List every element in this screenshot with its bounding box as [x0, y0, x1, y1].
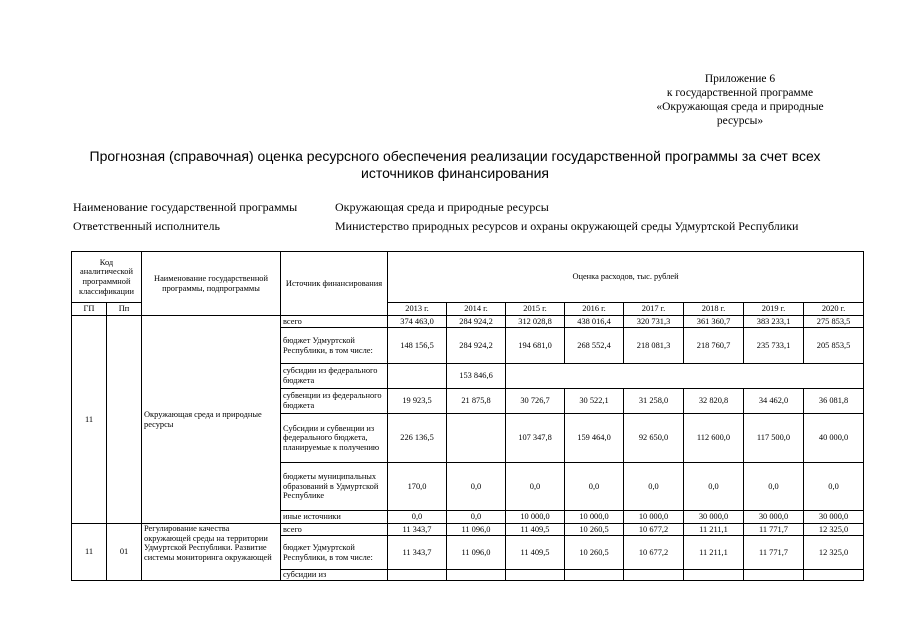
- value-cell: 0,0: [388, 511, 447, 524]
- value-cell: 12 325,0: [804, 536, 864, 570]
- year-header: 2015 г.: [506, 303, 565, 316]
- value-cell: 11 096,0: [447, 524, 506, 536]
- value-cell: 11 096,0: [447, 536, 506, 570]
- value-cell: 194 681,0: [506, 328, 565, 364]
- value-cell: 268 552,4: [565, 328, 624, 364]
- value-cell: 11 409,5: [506, 536, 565, 570]
- year-header: 2014 г.: [447, 303, 506, 316]
- value-cell: 226 136,5: [388, 414, 447, 463]
- pp-header: Пп: [107, 303, 142, 316]
- value-cell: 218 081,3: [624, 328, 684, 364]
- source-cell: субсидии из: [281, 570, 388, 581]
- value-cell: [804, 570, 864, 581]
- value-cell: 32 820,8: [684, 389, 744, 414]
- value-cell: 312 028,8: [506, 316, 565, 328]
- pp-code: 01: [107, 524, 142, 581]
- value-cell: [388, 364, 447, 389]
- value-cell: 11 771,7: [744, 524, 804, 536]
- value-cell: 153 846,6: [447, 364, 506, 389]
- source-cell: Субсидии и субвенции из федерального бюджета, планируемые к получению: [281, 414, 388, 463]
- value-cell: 10 260,5: [565, 536, 624, 570]
- value-cell: 11 409,5: [506, 524, 565, 536]
- value-cell: 10 677,2: [624, 536, 684, 570]
- value-cell: 92 650,0: [624, 414, 684, 463]
- value-cell: 10 000,0: [624, 511, 684, 524]
- gp-code: 11: [72, 524, 107, 581]
- value-cell: 21 875,8: [447, 389, 506, 414]
- year-header: 2020 г.: [804, 303, 864, 316]
- resource-table: [71, 251, 864, 581]
- value-cell: 0,0: [624, 463, 684, 511]
- source-cell: субвенции из федерального бюджета: [281, 389, 388, 414]
- value-cell: 31 258,0: [624, 389, 684, 414]
- value-cell: 0,0: [565, 463, 624, 511]
- title-line-2: источников финансирования: [361, 165, 549, 181]
- value-cell: [684, 570, 744, 581]
- source-cell: всего: [281, 316, 388, 328]
- title-line-1: Прогнозная (справочная) оценка ресурсного обеспечения реализации государственной программы за счет всех: [89, 148, 821, 164]
- value-cell: 374 463,0: [388, 316, 447, 328]
- appendix-line-1: Приложение 6: [704, 73, 776, 85]
- value-cell: 30 726,7: [506, 389, 565, 414]
- appendix-line-2: к государственной программе: [666, 87, 814, 99]
- appendix-line-3: «Окружающая среда и природные: [656, 101, 824, 113]
- pp-code: [107, 316, 142, 524]
- value-cell: 170,0: [388, 463, 447, 511]
- source-cell: бюджет Удмуртской Республики, в том числе:: [281, 536, 388, 570]
- value-cell: [565, 570, 624, 581]
- value-cell: 0,0: [506, 463, 565, 511]
- value-cell: 284 924,2: [447, 328, 506, 364]
- table-row: [72, 316, 864, 328]
- value-cell: 218 760,7: [684, 328, 744, 364]
- subprogram-name-cell: Регулирование качества окружающей среды на территории Удмуртской Республики. Развитие системы мониторинга окружающей: [142, 524, 281, 581]
- value-cell: 11 343,7: [388, 536, 447, 570]
- value-cell: [447, 414, 506, 463]
- gp-code: 11: [72, 316, 107, 524]
- value-cell: 11 211,1: [684, 536, 744, 570]
- value-cell: [447, 570, 506, 581]
- value-cell: [506, 570, 565, 581]
- value-cell: 205 853,5: [804, 328, 864, 364]
- value-cell: 383 233,1: [744, 316, 804, 328]
- value-cell: 275 853,5: [804, 316, 864, 328]
- value-cell-empty: [506, 364, 864, 389]
- value-cell: 159 464,0: [565, 414, 624, 463]
- source-cell: субсидии из федерального бюджета: [281, 364, 388, 389]
- appendix-note: [625, 72, 855, 128]
- value-cell: 36 081,8: [804, 389, 864, 414]
- value-cell: 438 016,4: [565, 316, 624, 328]
- source-cell: бюджеты муниципальных образований в Удмуртской Республике: [281, 463, 388, 511]
- year-header: 2018 г.: [684, 303, 744, 316]
- code-header: Код аналитической программной классификации: [72, 252, 142, 303]
- program-name-label: Наименование государственной программы: [73, 200, 298, 214]
- value-cell: 11 343,7: [388, 524, 447, 536]
- value-cell: 10 677,2: [624, 524, 684, 536]
- document-title: [70, 148, 840, 182]
- value-cell: 30 000,0: [684, 511, 744, 524]
- value-cell: 0,0: [447, 511, 506, 524]
- table-row: [72, 524, 864, 536]
- year-header: 2013 г.: [388, 303, 447, 316]
- name-header: Наименование государственной программы, подпрограммы: [142, 252, 281, 316]
- program-name-cell: Окружающая среда и природные ресурсы: [142, 316, 281, 524]
- year-header: 2016 г.: [565, 303, 624, 316]
- program-name-value: Окружающая среда и природные ресурсы: [335, 200, 549, 214]
- value-cell: 11 771,7: [744, 536, 804, 570]
- value-cell: 40 000,0: [804, 414, 864, 463]
- executor-label: Ответственный исполнитель: [73, 219, 220, 233]
- gp-header: ГП: [72, 303, 107, 316]
- year-header: 2019 г.: [744, 303, 804, 316]
- estimate-header: Оценка расходов, тыс. рублей: [388, 252, 864, 303]
- value-cell: 117 500,0: [744, 414, 804, 463]
- value-cell: 11 211,1: [684, 524, 744, 536]
- value-cell: 10 000,0: [506, 511, 565, 524]
- executor-value: Министерство природных ресурсов и охраны окружающей среды Удмуртской Республики: [335, 219, 799, 233]
- value-cell: 0,0: [684, 463, 744, 511]
- value-cell: 112 600,0: [684, 414, 744, 463]
- value-cell: 0,0: [804, 463, 864, 511]
- value-cell: [624, 570, 684, 581]
- value-cell: 34 462,0: [744, 389, 804, 414]
- value-cell: 12 325,0: [804, 524, 864, 536]
- value-cell: 0,0: [447, 463, 506, 511]
- source-cell: иные источники: [281, 511, 388, 524]
- value-cell: 30 000,0: [804, 511, 864, 524]
- value-cell: 0,0: [744, 463, 804, 511]
- header-row-1: [72, 252, 864, 303]
- value-cell: [388, 570, 447, 581]
- value-cell: 284 924,2: [447, 316, 506, 328]
- source-header: Источник финансирования: [281, 252, 388, 316]
- year-header: 2017 г.: [624, 303, 684, 316]
- source-cell: всего: [281, 524, 388, 536]
- value-cell: 361 360,7: [684, 316, 744, 328]
- value-cell: [744, 570, 804, 581]
- value-cell: 19 923,5: [388, 389, 447, 414]
- source-cell: бюджет Удмуртской Республики, в том числе:: [281, 328, 388, 364]
- value-cell: 107 347,8: [506, 414, 565, 463]
- value-cell: 10 000,0: [565, 511, 624, 524]
- value-cell: 30 522,1: [565, 389, 624, 414]
- value-cell: 320 731,3: [624, 316, 684, 328]
- value-cell: 30 000,0: [744, 511, 804, 524]
- value-cell: 235 733,1: [744, 328, 804, 364]
- appendix-line-4: ресурсы»: [716, 115, 764, 127]
- value-cell: 148 156,5: [388, 328, 447, 364]
- value-cell: 10 260,5: [565, 524, 624, 536]
